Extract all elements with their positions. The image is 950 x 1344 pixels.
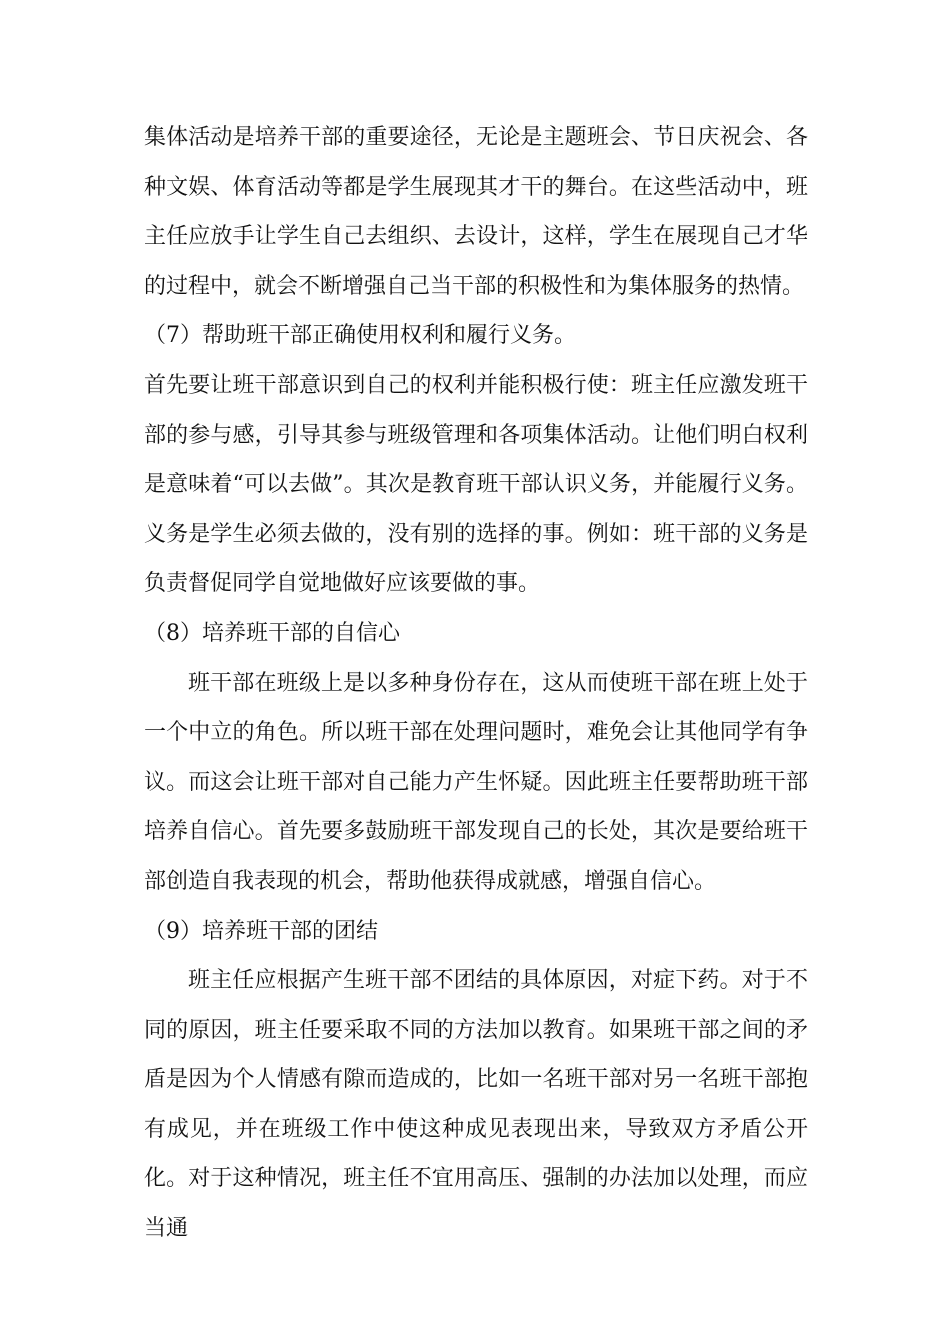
document-body [144,113,808,1254]
paragraph-collective-activities: 集体活动是培养干部的重要途径，无论是主题班会、节日庆祝会、各种文娱、体育活动等都是学生展现其才干的舞台。在这些活动中，班主任应放手让学生自己去组织、去设计，这样，学生在展现自己才华的过程中，就会不断增强自己当干部的积极性和为集体服务的热情。 [144,125,808,299]
paragraph-rights-and-duties: 首先要让班干部意识到自己的权利并能积极行使：班主任应激发班干部的参与感，引导其参与班级管理和各项集体活动。让他们明白权利是意味着“可以去做”。其次是教育班干部认识义务，并能履行义务。义务是学生必须去做的，没有别的选择的事。例如：班干部的义务是负责督促同学自觉地做好应该要做的事。 [144,372,808,597]
heading-section-7: （7）帮助班干部正确使用权利和履行义务。 [144,323,576,349]
heading-section-8: （8）培养班干部的自信心 [144,620,400,646]
heading-section-9: （9）培养班干部的团结 [144,918,378,944]
paragraph-unity: 班主任应根据产生班干部不团结的具体原因，对症下药。对于不同的原因，班主任要采取不同的方法加以教育。如果班干部之间的矛盾是因为个人情感有隙而造成的，比如一名班干部对另一名班干部抱有成见，并在班级工作中使这种成见表现出来，导致双方矛盾公开化。对于这种情况，班主任不宜用高压、强制的办法加以处理，而应当通 [144,968,808,1242]
paragraph-self-confidence: 班干部在班级上是以多种身份存在，这从而使班干部在班上处于一个中立的角色。所以班干部在处理问题时，难免会让其他同学有争议。而这会让班干部对自己能力产生怀疑。因此班主任要帮助班干部培养自信心。首先要多鼓励班干部发现自己的长处，其次是要给班干部创造自我表现的机会，帮助他获得成就感，增强自信心。 [144,670,808,894]
